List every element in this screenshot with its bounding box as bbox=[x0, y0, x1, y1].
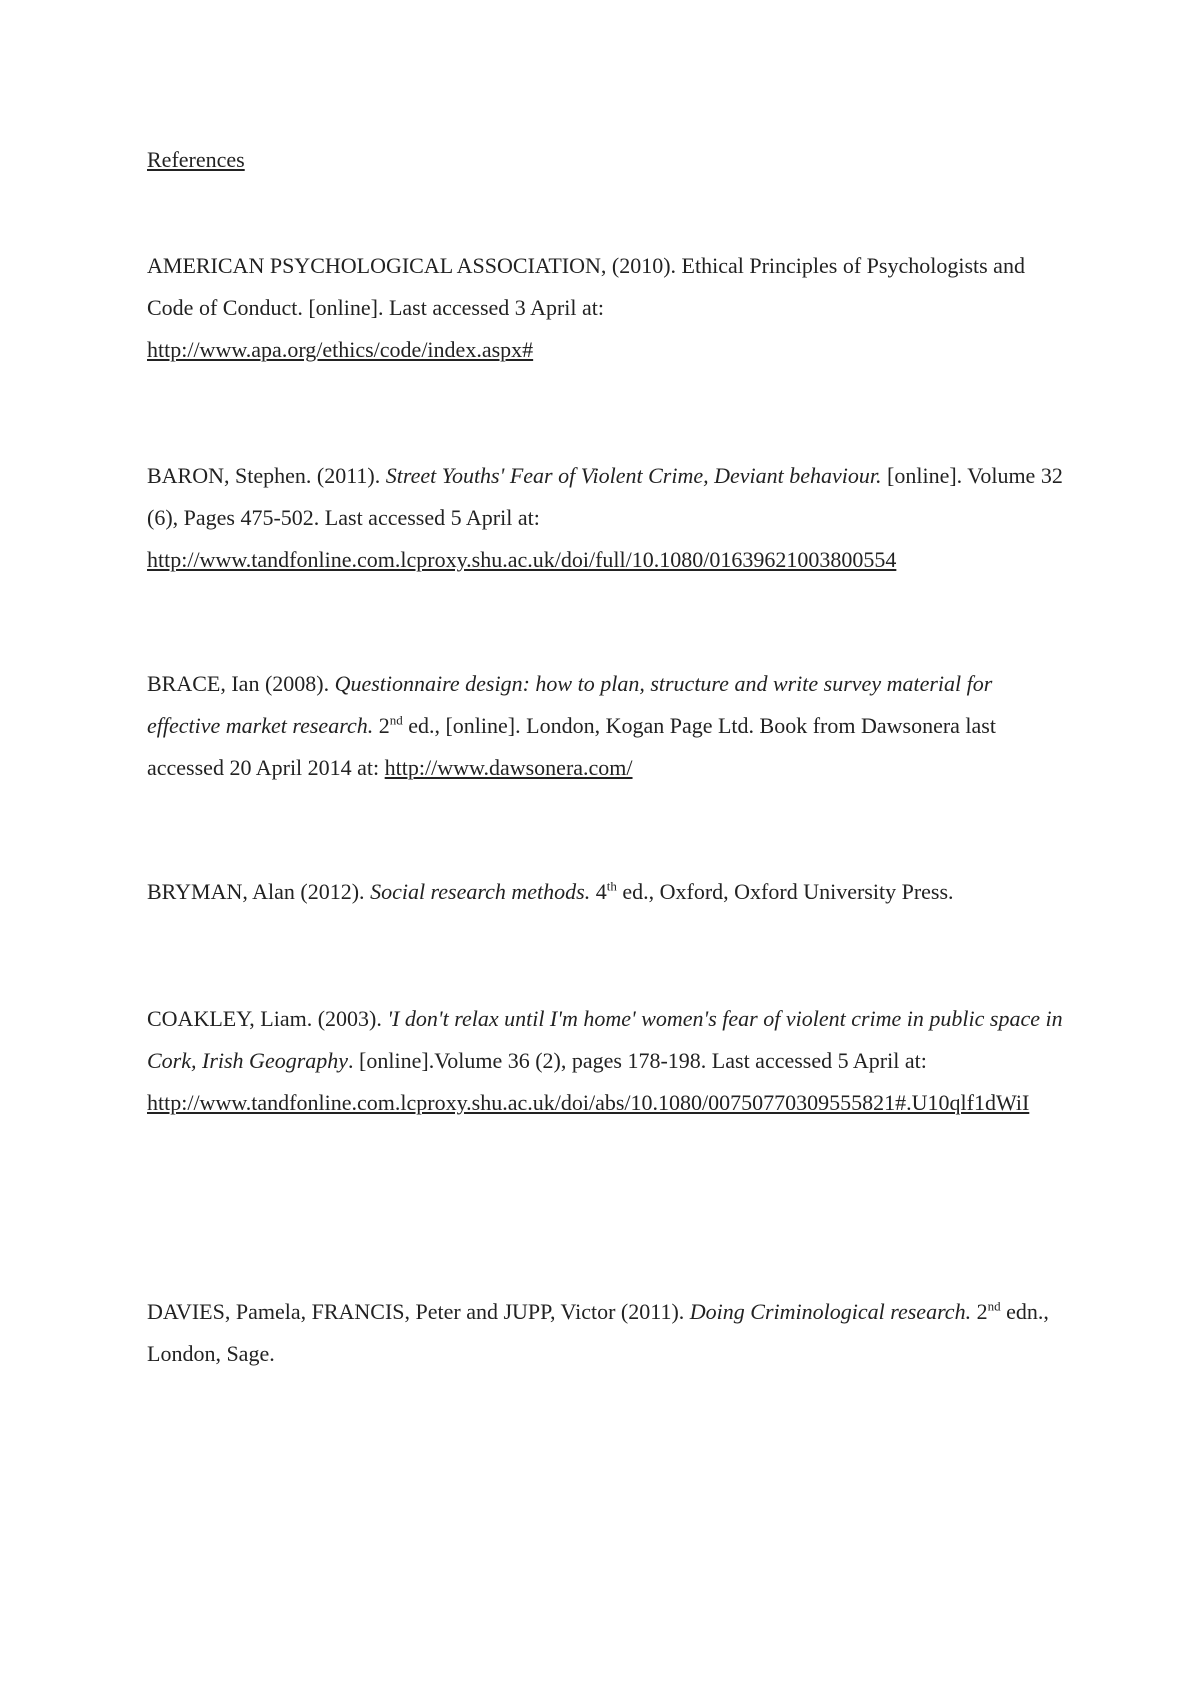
reference-superscript: nd bbox=[987, 1298, 1001, 1314]
reference-text: . [online].Volume 36 (2), pages 178-198. Last accessed 5 April at: bbox=[348, 1048, 927, 1073]
reference-title: Questionnaire design: how to plan, structure and write survey material for effective market research. bbox=[147, 671, 993, 738]
reference-text: BRACE, Ian (2008). bbox=[147, 671, 335, 696]
reference-text: 2 bbox=[373, 713, 390, 738]
reference-entry-baron bbox=[147, 455, 1067, 581]
reference-text: AMERICAN PSYCHOLOGICAL ASSOCIATION, (2010). Ethical Principles of Psychologists and Code of Conduct. [online]. Last accessed 3 April at: bbox=[147, 253, 1025, 320]
reference-title: Street Youths' Fear of Violent Crime, Deviant behaviour. bbox=[385, 463, 882, 488]
reference-entry-bryman bbox=[147, 871, 1067, 913]
reference-link[interactable]: http://www.apa.org/ethics/code/index.aspx# bbox=[147, 337, 534, 362]
reference-entry-davies bbox=[147, 1291, 1067, 1375]
reference-text: edn., London, Sage. bbox=[147, 1299, 1049, 1366]
reference-entry-coakley bbox=[147, 998, 1067, 1124]
reference-entry-brace bbox=[147, 663, 1067, 789]
reference-text: BARON, Stephen. (2011). bbox=[147, 463, 386, 488]
reference-link[interactable]: http://www.tandfonline.com.lcproxy.shu.ac.uk/doi/abs/10.1080/00750770309555821#.U10qlf1dWiI bbox=[147, 1090, 1030, 1115]
reference-title: Social research methods. bbox=[370, 879, 591, 904]
reference-text: 2 bbox=[971, 1299, 988, 1324]
reference-entry-apa bbox=[147, 245, 1067, 371]
reference-title: Doing Criminological research. bbox=[689, 1299, 972, 1324]
reference-text: DAVIES, Pamela, FRANCIS, Peter and JUPP, Victor (2011). bbox=[147, 1299, 690, 1324]
reference-text: 4 bbox=[590, 879, 607, 904]
reference-superscript: th bbox=[606, 878, 617, 894]
reference-superscript: nd bbox=[389, 712, 403, 728]
reference-text: ed., Oxford, Oxford University Press. bbox=[616, 879, 954, 904]
reference-link[interactable]: http://www.tandfonline.com.lcproxy.shu.ac.uk/doi/full/10.1080/01639621003800554 bbox=[147, 547, 897, 572]
reference-text: [online]. Volume 32 (6), Pages 475-502. Last accessed 5 April at: bbox=[147, 463, 1063, 530]
references-heading: References bbox=[147, 147, 245, 172]
reference-text: ed., [online]. London, Kogan Page Ltd. Book from Dawsonera last accessed 20 April 2014 at: bbox=[147, 713, 996, 780]
reference-text: COAKLEY, Liam. (2003). bbox=[147, 1006, 388, 1031]
reference-link[interactable]: http://www.dawsonera.com/ bbox=[384, 755, 633, 780]
reference-title: 'I don't relax until I'm home' women's fear of violent crime in public space in Cork, Irish Geography bbox=[147, 1006, 1063, 1073]
reference-text: BRYMAN, Alan (2012). bbox=[147, 879, 371, 904]
